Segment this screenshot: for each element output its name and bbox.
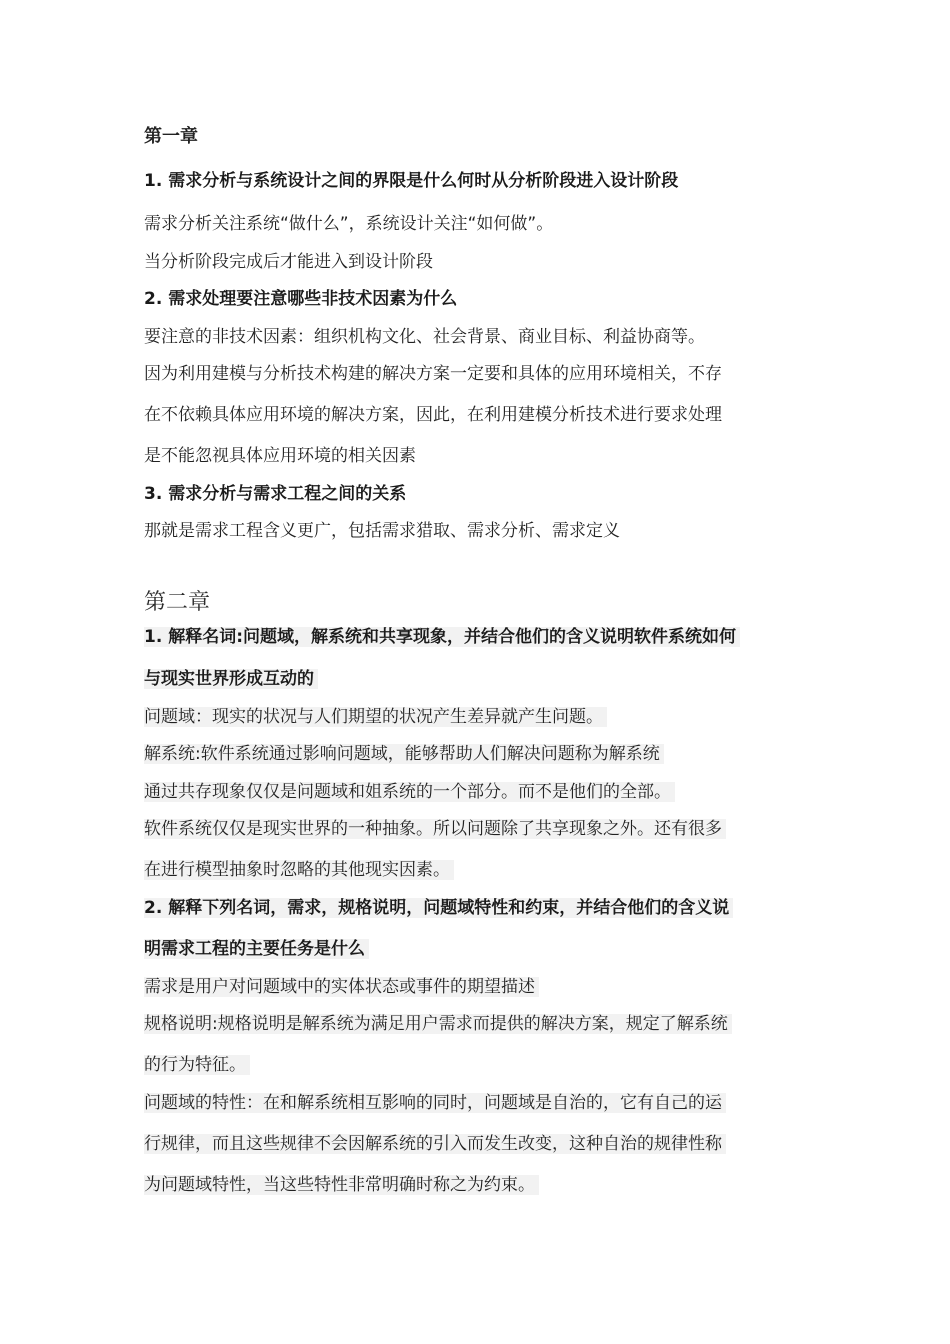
chapter-2-answer-2-line-2: [144, 1012, 732, 1036]
chapter-2-title: 第二章: [144, 590, 211, 615]
chapter-2-answer-1-line-3: [144, 780, 675, 804]
chapter-2-answer-1-line-4: [144, 817, 726, 841]
domain-property-text-2: 行规律，而且这些规律不会因解系统的引入而发生改变，这种自治的规律性称: [144, 1134, 726, 1154]
chapter-2-answer-2-line-1: [144, 975, 539, 999]
chapter-2-answer-2-line-4: [144, 1091, 726, 1115]
domain-property-text-1: 问题域的特性：在和解系统相互影响的同时，问题域是自治的，它有自己的运: [144, 1093, 726, 1113]
software-abstraction-text-1: 软件系统仅仅是现实世界的一种抽象。所以问题除了共享现象之外。还有很多: [144, 819, 726, 839]
chapter-2-question-1-line-1: [144, 625, 740, 649]
software-abstraction-text-2: 在进行模型抽象时忽略的其他现实因素。: [144, 860, 454, 880]
chapter-2-question-1-line-2: [144, 667, 318, 691]
specification-definition-text-2: 的行为特征。: [144, 1055, 250, 1075]
chapter-2-answer-1-line-1: [144, 705, 607, 729]
chapter-1-answer-3: 那就是需求工程含义更广，包括需求猎取、需求分析、需求定义: [144, 521, 620, 541]
chapter-1-answer-1-line-1: 需求分析关注系统“做什么”，系统设计关注“如何做”。: [144, 214, 554, 234]
chapter-2-question-2-text-2: 明需求工程的主要任务是什么: [144, 939, 369, 959]
chapter-1-answer-1-line-2: 当分析阶段完成后才能进入到设计阶段: [144, 252, 433, 272]
shared-phenomena-definition: 通过共存现象仅仅是问题域和姐系统的一个部分。而不是他们的全部。: [144, 782, 675, 802]
chapter-2-answer-1-line-5: [144, 858, 454, 882]
chapter-1-question-3: 3. 需求分析与需求工程之间的关系: [144, 484, 407, 504]
chapter-1-answer-2-line-4: 是不能忽视具体应用环境的相关因素: [144, 446, 416, 466]
chapter-1-answer-2-line-3: 在不依赖具体应用环境的解决方案，因此，在利用建模分析技术进行要求处理: [144, 405, 722, 425]
chapter-1-answer-2-line-1: 要注意的非技术因素：组织机构文化、社会背景、商业目标、利益协商等。: [144, 327, 705, 347]
chapter-2-question-2-line-2: [144, 937, 369, 961]
problem-domain-definition: 问题域：现实的状况与人们期望的状况产生差异就产生问题。: [144, 707, 607, 727]
chapter-1-question-2: 2. 需求处理要注意哪些非技术因素为什么: [144, 289, 458, 309]
specification-definition-text-1: 规格说明:规格说明是解系统为满足用户需求而提供的解决方案，规定了解系统: [144, 1014, 732, 1034]
chapter-1-question-1: 1. 需求分析与系统设计之间的界限是什么何时从分析阶段进入设计阶段: [144, 171, 679, 191]
chapter-1-title: 第一章: [144, 126, 198, 147]
chapter-2-answer-1-line-2: [144, 742, 664, 766]
chapter-2-question-1-text-2: 与现实世界形成互动的: [144, 669, 318, 689]
chapter-2-question-2-line-1: [144, 896, 733, 920]
requirement-definition: 需求是用户对问题域中的实体状态或事件的期望描述: [144, 977, 539, 997]
chapter-2-answer-2-line-3: [144, 1053, 250, 1077]
domain-property-text-3: 为问题域特性，当这些特性非常明确时称之为约束。: [144, 1175, 539, 1195]
chapter-2-answer-2-line-5: [144, 1132, 726, 1156]
chapter-2-question-2-text-1: 2. 解释下列名词，需求，规格说明，问题域特性和约束，并结合他们的含义说: [144, 898, 733, 918]
chapter-2-question-1-text-1: 1. 解释名词:问题域，解系统和共享现象，并结合他们的含义说明软件系统如何: [144, 627, 740, 647]
chapter-1-answer-2-line-2: 因为利用建模与分析技术构建的解决方案一定要和具体的应用环境相关，不存: [144, 364, 722, 384]
solution-system-definition: 解系统:软件系统通过影响问题域，能够帮助人们解决问题称为解系统: [144, 744, 664, 764]
chapter-2-answer-2-line-6: [144, 1173, 539, 1197]
